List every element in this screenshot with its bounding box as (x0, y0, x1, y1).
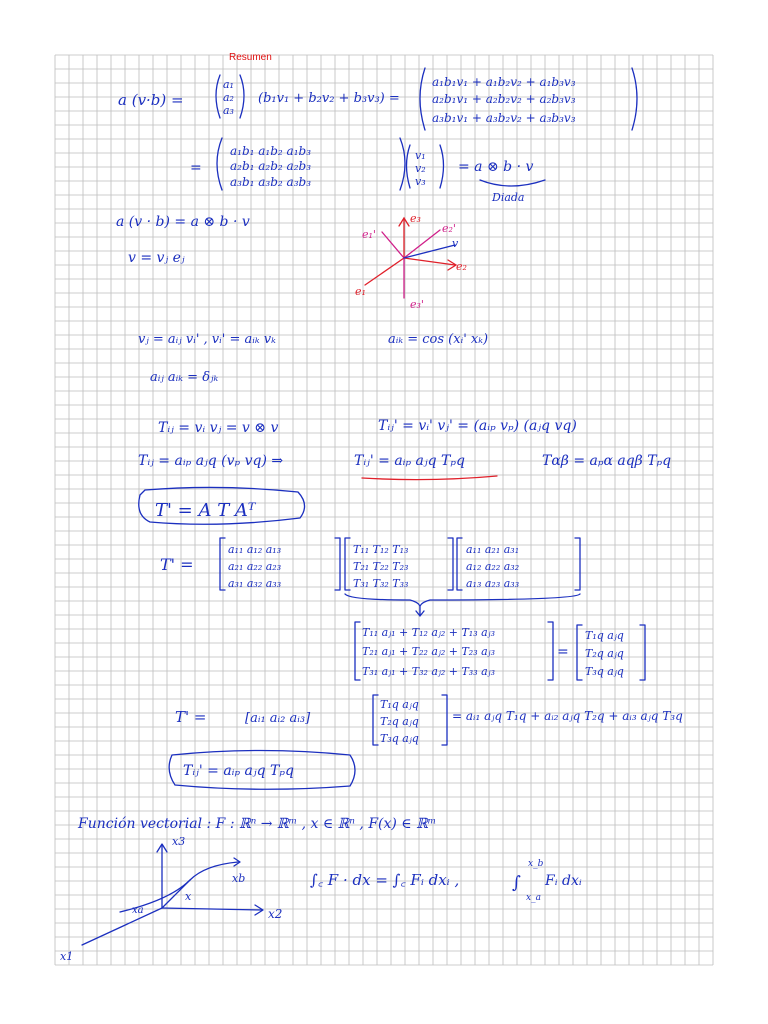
svg-text:T' =: T' = (175, 708, 207, 726)
svg-text:=: = (190, 160, 202, 176)
svg-text:Tᵢⱼ' = vᵢ' vⱼ' = (aᵢₚ vₚ) (aⱼq: Tᵢⱼ' = vᵢ' vⱼ' = (aᵢₚ vₚ) (aⱼq vq) (378, 418, 577, 434)
equation-line-12 (77, 816, 436, 832)
basis-vector-diagram (355, 212, 467, 311)
svg-text:T₂₁ T₂₂ T₂₃: T₂₁ T₂₂ T₂₃ (353, 560, 409, 573)
svg-text:aᵢₖ = cos (xᵢ' xₖ): aᵢₖ = cos (xᵢ' xₖ) (388, 332, 489, 347)
equation-line-2 (190, 138, 545, 204)
svg-text:a₁₁ a₂₁ a₃₁: a₁₁ a₂₁ a₃₁ (466, 543, 520, 556)
svg-text:a (v · b) = a ⊗ b · v: a (v · b) = a ⊗ b · v (116, 214, 250, 230)
svg-text:e₂': e₂' (442, 222, 456, 235)
svg-text:a₂b₁v₁ + a₂b₂v₂ + a₂b₃v₃: a₂b₁v₁ + a₂b₂v₂ + a₂b₃v₃ (432, 92, 576, 106)
svg-text:v: v (452, 237, 459, 250)
xa-label: xa (132, 905, 144, 916)
svg-text:T₁q aⱼq: T₁q aⱼq (380, 698, 419, 711)
x1-label: x1 (60, 950, 74, 963)
equation-line-13 (310, 859, 582, 903)
diada-label: Diada (492, 191, 525, 204)
x2-label: x2 (268, 907, 283, 921)
svg-text:e₁: e₁ (355, 285, 366, 298)
svg-text:Tᵢⱼ = aᵢₚ aⱼq (vₚ vq) ⇒: Tᵢⱼ = aᵢₚ aⱼq (vₚ vq) ⇒ (138, 453, 284, 469)
svg-text:a₁₃ a₂₃ a₃₃: a₁₃ a₂₃ a₃₃ (466, 577, 520, 590)
svg-text:vⱼ = aᵢⱼ vᵢ' , vᵢ' = aᵢₖ v: vⱼ = aᵢⱼ vᵢ' , vᵢ' = aᵢₖ vₖ (138, 332, 276, 347)
svg-text:Fᵢ dxᵢ: Fᵢ dxᵢ (545, 873, 582, 889)
svg-text:a₁₁ a₁₂ a₁₃: a₁₁ a₁₂ a₁₃ (228, 543, 282, 556)
svg-text:T₁q aⱼq: T₁q aⱼq (585, 629, 624, 642)
svg-text:T₃q aⱼq: T₃q aⱼq (585, 665, 624, 678)
svg-text:a₃b₁ a₃b₂ a₃b₃: a₃b₁ a₃b₂ a₃b₃ (230, 175, 311, 189)
svg-text:a₁₂ a₂₂ a₃₂: a₁₂ a₂₂ a₃₂ (466, 560, 520, 573)
svg-text:v = vⱼ eⱼ: v = vⱼ eⱼ (128, 250, 185, 266)
svg-text:a (v·b) =: a (v·b) = (118, 91, 184, 109)
svg-text:a₃b₁v₁ + a₃b₂v₂ + a₃b₃v₃: a₃b₁v₁ + a₃b₂v₂ + a₃b₃v₃ (432, 111, 576, 125)
svg-text:T₂₁ aⱼ₁ + T₂₂ aⱼ₂ + T₂₃ aⱼ₃: T₂₁ aⱼ₁ + T₂₂ aⱼ₂ + T₂₃ aⱼ₃ (362, 645, 495, 658)
svg-text:T' =: T' = (160, 555, 194, 574)
equation-line-11 (175, 695, 683, 745)
svg-text:a₂₁ a₂₂ a₂₃: a₂₁ a₂₂ a₂₃ (228, 560, 282, 573)
svg-text:v₁: v₁ (415, 149, 426, 162)
svg-text:T₁₁ T₁₂ T₁₃: T₁₁ T₁₂ T₁₃ (353, 543, 409, 556)
svg-text:(b₁v₁ + b₂v₂ + b₃v₃) =: (b₁v₁ + b₂v₂ + b₃v₃) = (258, 91, 400, 106)
svg-text:= a ⊗ b · v: = a ⊗ b · v (458, 159, 534, 175)
svg-text:=: = (557, 644, 569, 660)
svg-text:T' = A T Aᵀ: T' = A T Aᵀ (155, 500, 256, 521)
svg-text:e₃': e₃' (410, 298, 424, 311)
equation-line-3 (116, 214, 250, 266)
x-label: x (185, 890, 192, 903)
svg-text:v₂: v₂ (415, 162, 426, 175)
svg-text:Tᵢⱼ' = aᵢₚ aⱼq Tₚq: Tᵢⱼ' = aᵢₚ aⱼq Tₚq (354, 453, 465, 469)
svg-text:a₃₁ a₃₂ a₃₃: a₃₁ a₃₂ a₃₃ (228, 577, 282, 590)
svg-text:a₁b₁ a₁b₂ a₁b₃: a₁b₁ a₁b₂ a₁b₃ (230, 144, 311, 158)
boxed-equation-1 (139, 487, 305, 524)
svg-text:e₃: e₃ (410, 212, 421, 225)
svg-text:[aᵢ₁ aᵢ₂ aᵢ₃]: [aᵢ₁ aᵢ₂ aᵢ₃] (245, 711, 311, 726)
page-title: Resumen (229, 52, 272, 63)
svg-text:Tαβ = aₚα aqβ Tₚq: Tαβ = aₚα aqβ Tₚq (542, 453, 672, 469)
svg-text:a₃: a₃ (223, 104, 234, 117)
curve-diagram (60, 835, 282, 963)
svg-text:= aᵢ₁ aⱼq T₁q + aᵢ₂ aⱼq T₂q +: = aᵢ₁ aⱼq T₁q + aᵢ₂ aⱼq T₂q + aᵢ₃ aⱼq T₃q (452, 709, 683, 723)
equation-line-1 (118, 68, 637, 130)
svg-text:Función vectorial : F : ℝⁿ →: Función vectorial : F : ℝⁿ → ℝᵐ , x ∈ ℝⁿ , F(x) ∈ ℝᵐ (78, 816, 437, 832)
svg-text:a₁b₁v₁ + a₁b₂v₂ + a₁b₃v₃: a₁b₁v₁ + a₁b₂v₂ + a₁b₃v₃ (432, 75, 576, 89)
svg-text:a₂: a₂ (223, 91, 234, 104)
svg-text:a₁: a₁ (223, 78, 234, 91)
svg-text:v₃: v₃ (415, 175, 426, 188)
xb-label: xb (232, 872, 246, 885)
diag-e1p2 (0, 33, 2, 35)
matrix-product (160, 538, 580, 616)
svg-text:∫: ∫ (512, 873, 521, 893)
svg-text:T₃q aⱼq: T₃q aⱼq (380, 732, 419, 745)
svg-text:x_a: x_a (526, 893, 541, 903)
svg-text:a₂b₁ a₂b₂ a₂b₃: a₂b₁ a₂b₂ a₂b₃ (230, 159, 311, 173)
svg-text:∫꜀ F · dx = ∫꜀ Fᵢ dxᵢ ,: ∫꜀ F · dx = ∫꜀ Fᵢ dxᵢ , (310, 871, 460, 889)
svg-text:aᵢⱼ aᵢₖ = δⱼₖ: aᵢⱼ aᵢₖ = δⱼₖ (150, 370, 219, 385)
svg-text:Tᵢⱼ = vᵢ vⱼ = v ⊗ v: Tᵢⱼ = vᵢ vⱼ = v ⊗ v (158, 420, 279, 436)
boxed-equation-2 (169, 751, 355, 790)
equation-line-10 (355, 622, 645, 680)
equation-line-5 (138, 332, 488, 385)
svg-text:T₂q aⱼq: T₂q aⱼq (380, 715, 419, 728)
svg-text:Tᵢⱼ' = aᵢₚ aⱼq Tₚq: Tᵢⱼ' = aᵢₚ aⱼq Tₚq (183, 763, 294, 779)
svg-text:x_b: x_b (528, 859, 544, 869)
svg-text:e₂: e₂ (456, 260, 467, 273)
x3-label: x3 (172, 835, 186, 848)
svg-text:T₁₁ aⱼ₁ + T₁₂ aⱼ₂ + T₁₃ aⱼ₃: T₁₁ aⱼ₁ + T₁₂ aⱼ₂ + T₁₃ aⱼ₃ (362, 626, 495, 639)
equation-line-7 (138, 418, 671, 480)
svg-text:T₃₁ aⱼ₁ + T₃₂ aⱼ₂ + T₃₃ aⱼ₃: T₃₁ aⱼ₁ + T₃₂ aⱼ₂ + T₃₃ aⱼ₃ (362, 665, 495, 678)
svg-text:T₃₁ T₃₂ T₃₃: T₃₁ T₃₂ T₃₃ (353, 577, 409, 590)
svg-text:e₁': e₁' (362, 228, 376, 241)
svg-text:T₂q aⱼq: T₂q aⱼq (585, 647, 624, 660)
